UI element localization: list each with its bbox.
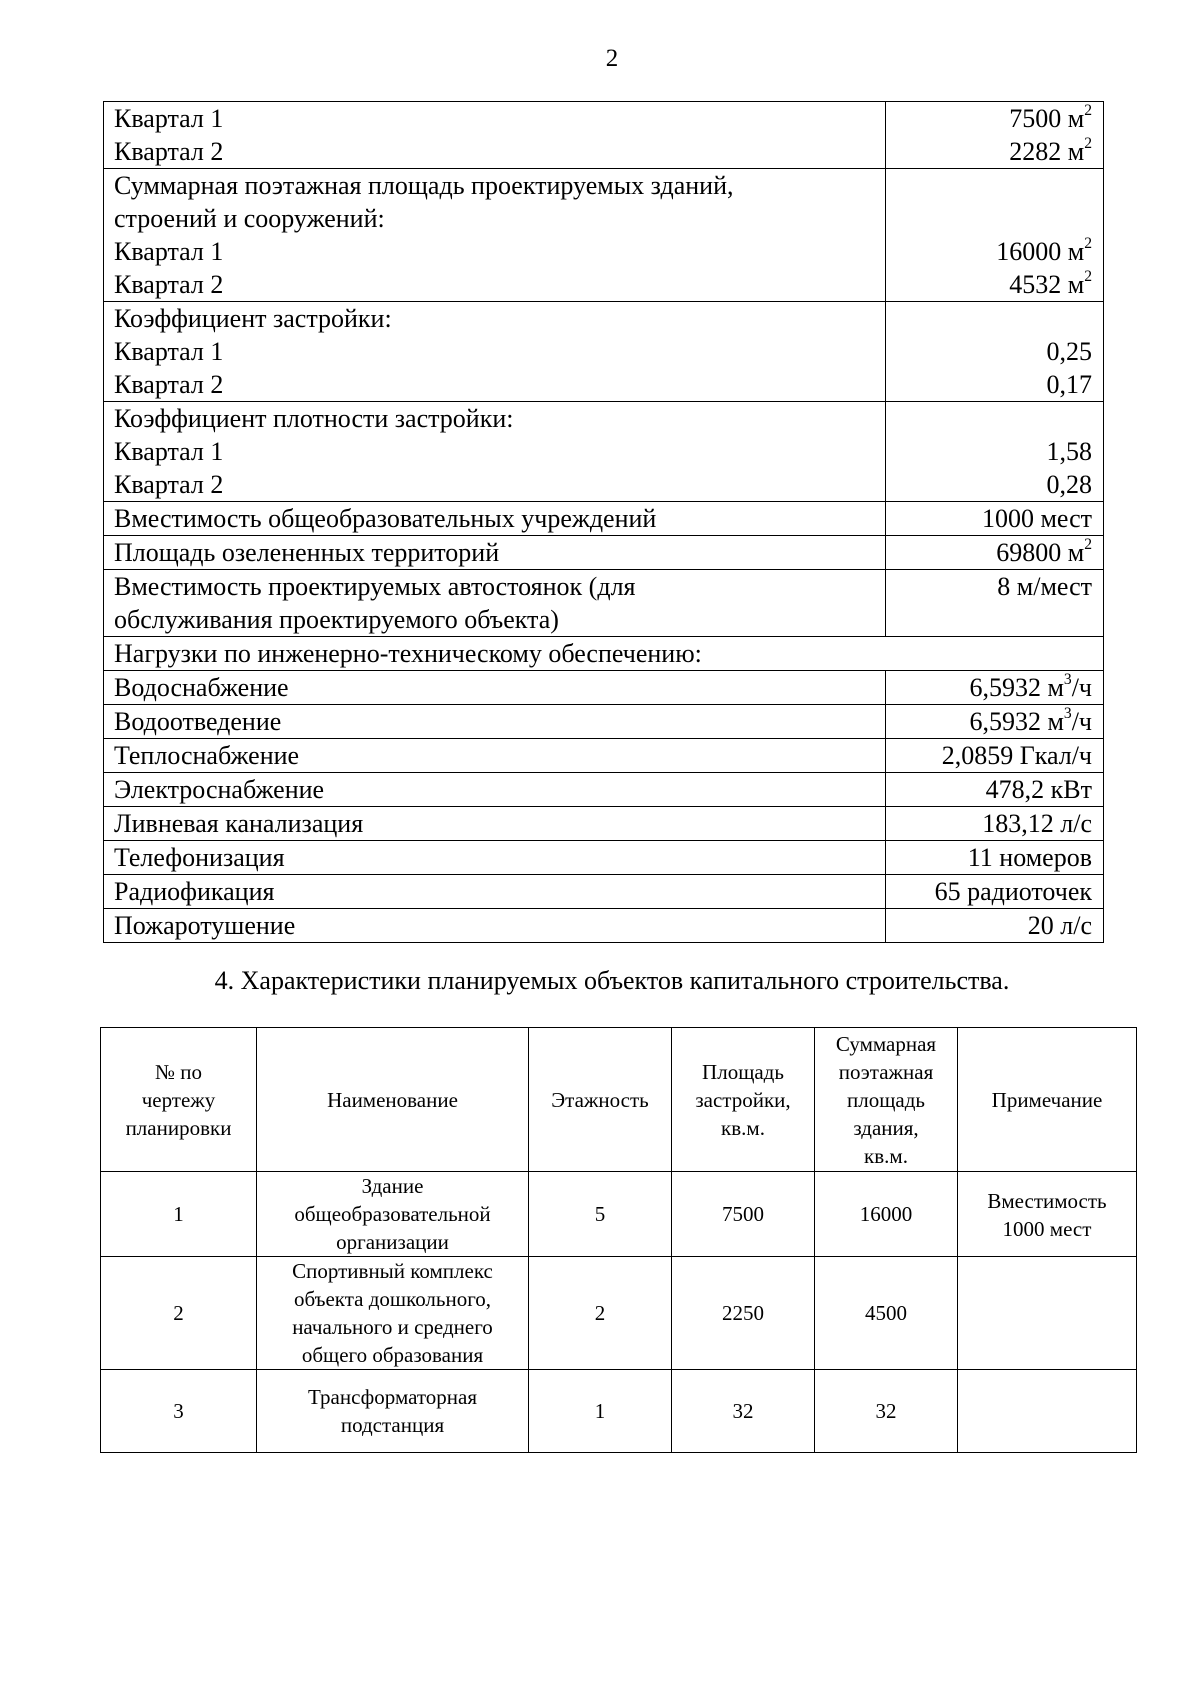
column-header-line: застройки, [695, 1087, 791, 1112]
column-header [101, 1028, 257, 1172]
column-header [958, 1028, 1137, 1172]
params-row [104, 739, 1104, 773]
param-value: 0,28 [1046, 470, 1092, 499]
column-header-line: Этажность [551, 1087, 649, 1112]
param-value: 8 м/мест [997, 572, 1092, 601]
object-name-line: Здание [361, 1174, 424, 1198]
object-name-line: организации [336, 1230, 449, 1254]
total-floor-area-cell: 16000 [815, 1172, 958, 1257]
params-row [104, 841, 1104, 875]
object-name-line: Трансформаторная [308, 1385, 477, 1409]
column-header-line: кв.м. [721, 1115, 765, 1140]
column-header [529, 1028, 672, 1172]
param-label-cell [104, 705, 886, 739]
param-value: 16000 м [996, 237, 1085, 266]
param-label-line: Вместимость проектируемых автостоянок (для [114, 572, 636, 601]
unit-exponent: 2 [1084, 268, 1092, 286]
param-label-line: Пожаротушение [114, 911, 296, 940]
column-header-line: Примечание [991, 1087, 1103, 1112]
page-number: 2 [605, 45, 619, 72]
param-value-line [896, 435, 1092, 468]
param-value-line [896, 335, 1092, 368]
param-value-cell [886, 402, 1104, 502]
unit-exponent: 3 [1063, 671, 1072, 689]
param-value-line [896, 102, 1092, 135]
param-label-line: Ливневая канализация [114, 809, 364, 838]
params-row [104, 169, 1104, 302]
object-number-cell: 1 [101, 1172, 257, 1257]
param-value-line [896, 739, 1092, 772]
column-header-line: поэтажная [838, 1059, 934, 1084]
params-row [104, 570, 1104, 637]
param-label-line: Теплоснабжение [114, 741, 300, 770]
column-header [672, 1028, 815, 1172]
param-value-cell [886, 773, 1104, 807]
column-header-line: планировки [125, 1115, 232, 1140]
param-label-line: Радиофикация [114, 877, 275, 906]
params-row [104, 705, 1104, 739]
param-value-cell [886, 671, 1104, 705]
param-value-cell [886, 536, 1104, 570]
object-name-line: начального и среднего [292, 1315, 493, 1339]
param-label-line: Квартал 2 [114, 470, 224, 499]
param-value: 6,5932 м [969, 707, 1064, 736]
param-value: 6,5932 м [969, 673, 1064, 702]
param-value-line [896, 875, 1092, 908]
param-label-line: строений и сооружений: [114, 204, 385, 233]
param-value-line [896, 268, 1092, 301]
table-row [101, 1172, 1137, 1257]
table-row [101, 1257, 1137, 1370]
param-label-line: обслуживания проектируемого объекта) [114, 605, 559, 634]
param-value: 2,0859 Гкал/ч [941, 741, 1092, 770]
param-value-line [896, 536, 1092, 569]
param-label-cell [104, 739, 886, 773]
note-cell [958, 1172, 1137, 1257]
object-name-line: общеобразовательной [294, 1202, 491, 1226]
param-value-line [896, 909, 1092, 942]
param-label-cell [104, 875, 886, 909]
param-label-line: Квартал 1 [114, 237, 224, 266]
param-label-line: Электроснабжение [114, 775, 325, 804]
unit-exponent: 2 [1084, 235, 1092, 253]
param-label-line: Квартал 2 [114, 270, 224, 299]
note-cell [958, 1257, 1137, 1370]
param-value: 20 л/с [1027, 911, 1092, 940]
params-row [104, 302, 1104, 402]
unit-suffix: /ч [1071, 673, 1092, 702]
param-label-line: Квартал 1 [114, 437, 224, 466]
parameters-table [103, 101, 1104, 943]
object-name-line: объекта дошкольного, [293, 1287, 492, 1311]
param-value-line [896, 302, 1092, 335]
params-row [104, 536, 1104, 570]
total-floor-area-cell: 4500 [815, 1257, 958, 1370]
params-row [104, 637, 1104, 671]
param-value-line [896, 202, 1092, 235]
floors-cell: 2 [529, 1257, 672, 1370]
object-name-line: Спортивный комплекс [292, 1259, 493, 1283]
params-row [104, 502, 1104, 536]
building-area-cell: 2250 [672, 1257, 815, 1370]
param-value-line [896, 368, 1092, 401]
param-value: 11 номеров [967, 843, 1092, 872]
param-value-cell [886, 841, 1104, 875]
param-label-cell [104, 807, 886, 841]
param-label-cell [104, 502, 886, 536]
floors-cell: 1 [529, 1370, 672, 1453]
param-label-cell [104, 102, 886, 169]
note-line: Вместимость [987, 1189, 1107, 1213]
param-value-line [896, 468, 1092, 501]
param-value: 1000 мест [981, 504, 1092, 533]
object-name-line: подстанция [340, 1413, 445, 1437]
column-header-line: кв.м. [864, 1143, 908, 1168]
param-label-cell [104, 536, 886, 570]
params-row [104, 102, 1104, 169]
param-value-cell [886, 502, 1104, 536]
object-number-cell: 3 [101, 1370, 257, 1453]
param-value: 65 радиоточек [934, 877, 1092, 906]
param-label-line: Вместимость общеобразовательных учреждений [114, 504, 657, 533]
object-name-cell [257, 1172, 529, 1257]
params-row [104, 773, 1104, 807]
param-value-line [896, 671, 1092, 704]
param-value-line [896, 235, 1092, 268]
param-value-line [896, 705, 1092, 738]
object-number-cell: 2 [101, 1257, 257, 1370]
param-label-line: Коэффициент застройки: [114, 304, 392, 333]
column-header-line: Площадь [702, 1059, 784, 1084]
param-value: 69800 м [996, 538, 1085, 567]
param-value: 0,25 [1046, 337, 1092, 366]
object-name-cell [257, 1370, 529, 1453]
objects-table-header [101, 1028, 1137, 1172]
param-label-line: Площадь озелененных территорий [114, 538, 500, 567]
param-label-line: Водоотведение [114, 707, 282, 736]
param-label-line: Квартал 1 [114, 104, 224, 133]
unit-exponent: 2 [1084, 102, 1092, 120]
column-header-line: площадь [847, 1087, 925, 1112]
param-value-cell [886, 705, 1104, 739]
param-value-cell [886, 169, 1104, 302]
param-label-cell [104, 909, 886, 943]
param-value-line [896, 603, 1092, 636]
param-value-cell [886, 875, 1104, 909]
param-value-cell [886, 909, 1104, 943]
param-value-line [896, 773, 1092, 806]
param-value-cell [886, 570, 1104, 637]
unit-exponent: 2 [1084, 135, 1092, 153]
table-row [101, 1370, 1137, 1453]
param-value-cell [886, 102, 1104, 169]
param-value-line [896, 807, 1092, 840]
param-label-cell [104, 169, 886, 302]
param-label-cell [104, 637, 1104, 671]
param-label-line: Квартал 2 [114, 370, 224, 399]
param-label-cell [104, 773, 886, 807]
params-row [104, 807, 1104, 841]
note-cell [958, 1370, 1137, 1453]
object-name-line: общего образования [301, 1343, 484, 1367]
object-name-cell [257, 1257, 529, 1370]
param-label-line: Водоснабжение [114, 673, 289, 702]
param-value: 183,12 л/с [982, 809, 1092, 838]
column-header-line: Суммарная [835, 1031, 937, 1056]
param-value: 7500 м [1009, 104, 1085, 133]
param-label-line: Суммарная поэтажная площадь проектируемых зданий, [114, 171, 734, 200]
unit-exponent: 3 [1063, 705, 1072, 723]
param-label-line: Квартал 2 [114, 137, 224, 166]
params-row [104, 402, 1104, 502]
objects-table [100, 1027, 1137, 1453]
column-header [815, 1028, 958, 1172]
param-value-line [896, 570, 1092, 603]
building-area-cell: 32 [672, 1370, 815, 1453]
params-row [104, 909, 1104, 943]
param-value-line [896, 135, 1092, 168]
param-value-line [896, 169, 1092, 202]
param-label-line: Телефонизация [114, 843, 285, 872]
param-label-cell [104, 302, 886, 402]
param-value-line [896, 502, 1092, 535]
unit-suffix: /ч [1071, 707, 1092, 736]
param-value: 0,17 [1046, 370, 1092, 399]
param-label-line: Коэффициент плотности застройки: [114, 404, 514, 433]
total-floor-area-cell: 32 [815, 1370, 958, 1453]
params-row [104, 875, 1104, 909]
unit-exponent: 2 [1084, 536, 1092, 554]
param-value: 478,2 кВт [985, 775, 1092, 804]
param-label-cell [104, 841, 886, 875]
column-header-line: № по [154, 1059, 203, 1084]
param-label-line: Квартал 1 [114, 337, 224, 366]
floors-cell: 5 [529, 1172, 672, 1257]
column-header-line: здания, [853, 1115, 919, 1140]
param-value: 2282 м [1009, 137, 1085, 166]
building-area-cell: 7500 [672, 1172, 815, 1257]
param-value: 4532 м [1009, 270, 1085, 299]
param-value-cell [886, 739, 1104, 773]
param-label-cell [104, 671, 886, 705]
section-heading: 4. Характеристики планируемых объектов капитального строительства. [214, 966, 1010, 995]
column-header [257, 1028, 529, 1172]
param-label-line: Нагрузки по инженерно-техническому обеспечению: [114, 639, 702, 668]
param-value-line [896, 841, 1092, 874]
param-value: 1,58 [1046, 437, 1092, 466]
param-label-cell [104, 402, 886, 502]
params-row [104, 671, 1104, 705]
param-value-cell [886, 807, 1104, 841]
column-header-line: чертежу [141, 1087, 216, 1112]
column-header-line: Наименование [327, 1087, 458, 1112]
param-value-line [896, 402, 1092, 435]
param-label-cell [104, 570, 886, 637]
note-line: 1000 мест [1002, 1217, 1092, 1241]
param-value-cell [886, 302, 1104, 402]
